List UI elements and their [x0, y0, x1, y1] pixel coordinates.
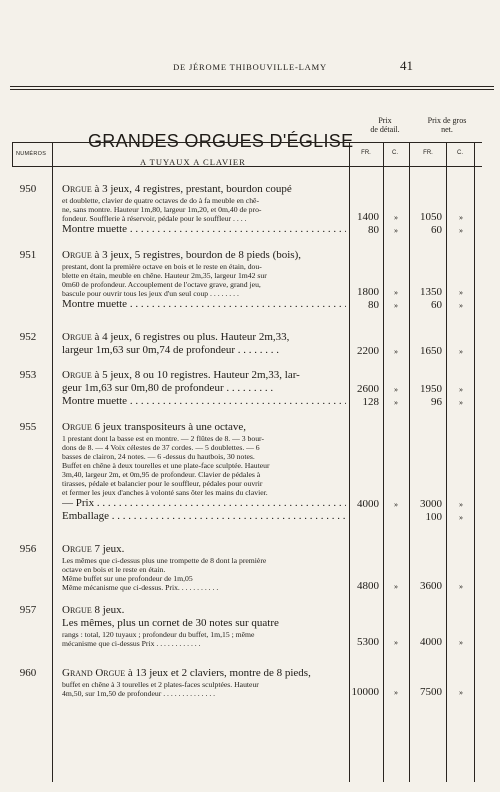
- entry-line: [62, 298, 346, 311]
- entry-description: [62, 249, 346, 311]
- price-gros-c: »: [459, 385, 463, 394]
- col-rule-right: [474, 142, 475, 782]
- running-head: DE JÉROME THIBOUVILLE-LAMY: [173, 62, 327, 72]
- entry-line: [62, 331, 346, 344]
- entry-description: [62, 369, 346, 408]
- price-gros-fr: 96: [431, 396, 442, 408]
- entry-line: [62, 556, 346, 565]
- entry-line-text: Emballage: [62, 510, 110, 522]
- entry-line: [62, 617, 346, 630]
- entry-type-label: Orgue: [62, 183, 92, 195]
- entry-line-text: 3m,40, largeur 2m, et 0m,95 de profondeur. Clavier de pédales à: [62, 470, 261, 479]
- price-detail-c: »: [394, 301, 398, 310]
- entry-line-text: Les mêmes, plus un cornet de 30 notes sur quatre: [62, 617, 279, 629]
- entry-number: 952: [19, 331, 37, 343]
- price-gros-heading: [412, 116, 482, 134]
- entry-description: [62, 543, 346, 592]
- entry-number: 957: [19, 604, 37, 616]
- header-rule-thin: [10, 89, 494, 90]
- price-gros-c: »: [459, 347, 463, 356]
- price-gros-c: »: [459, 513, 463, 522]
- entry-line-text: et doublette, clavier de quatre octaves de do à fa meuble en chê-: [62, 196, 260, 205]
- entry-line-text: à 4 jeux, 6 registres ou plus. Hauteur 2m,33,: [91, 331, 290, 343]
- price-detail-fr: 80: [368, 299, 379, 311]
- entry-line: [62, 604, 346, 617]
- entry-line: [62, 289, 346, 298]
- entry-line-text: 6 jeux transpositeurs à une octave,: [91, 421, 246, 433]
- entry-line: [62, 369, 346, 382]
- entry-line-text: à 3 jeux, 4 registres, prestant, bourdon coupé: [91, 183, 292, 195]
- entry-line-text: Les mêmes que ci-dessus plus une trompette de 8 dont la première: [62, 556, 267, 565]
- entry-line-text: et fermer les jeux d'anches à volonté sans ôter les mains du clavier.: [62, 488, 268, 497]
- entry-line: [62, 583, 346, 592]
- entry-line: [62, 395, 346, 408]
- entry-number: 953: [19, 369, 37, 381]
- col-rule-detail-c: [383, 142, 384, 782]
- entry-line: [62, 470, 346, 479]
- entry-line-text: Même mécanisme que ci-dessus. Prix. . . . . . . . . . .: [62, 583, 219, 592]
- entry-number: 960: [19, 667, 37, 679]
- entry-line-text: ne, sans montre. Hauteur 1m,80, largeur 1m,20, et 0m,40 de pro-: [62, 205, 262, 214]
- entry-line: [62, 183, 346, 196]
- price-detail-fr: 80: [368, 224, 379, 236]
- price-detail-c: »: [394, 288, 398, 297]
- entry-line: [62, 574, 346, 583]
- price-gros-fr: 60: [431, 299, 442, 311]
- price-detail-c: »: [394, 582, 398, 591]
- price-detail-fr: 10000: [351, 686, 379, 698]
- price-gros-fr: 3600: [420, 580, 442, 592]
- price-gros-fr: 1950: [420, 383, 442, 395]
- entry-line: [62, 205, 346, 214]
- table-head-rule: [12, 166, 482, 167]
- entry-line-text: prestant, dont la première octave en bois et le reste en étain, dou-: [62, 262, 262, 271]
- price-detail-c: »: [394, 347, 398, 356]
- header-rule: [10, 86, 494, 87]
- entry-description: [62, 604, 346, 648]
- entry-line-text: 0m60 de profondeur. Accouplement de l'octave grave, grand jeu,: [62, 280, 261, 289]
- price-gros-heading-text: Prix de gros net.: [427, 116, 467, 134]
- entry-number: 955: [19, 421, 37, 433]
- entry-line-text: buffet en chêne à 3 tourelles et 2 plates-faces sculptées. Hauteur: [62, 680, 259, 689]
- price-gros-fr: 100: [425, 511, 442, 523]
- entry-line-text: à 13 jeux et 2 claviers, montre de 8 pieds,: [125, 667, 311, 679]
- price-detail-fr: 2200: [357, 345, 379, 357]
- price-detail-fr: 4800: [357, 580, 379, 592]
- price-detail-fr: 5300: [357, 636, 379, 648]
- entry-type-label: Grand Orgue: [62, 667, 126, 679]
- entry-description: [62, 331, 346, 357]
- entry-line: [62, 214, 346, 223]
- entry-line-text: à 3 jeux, 5 registres, bourdon de 8 pieds (bois),: [91, 249, 301, 261]
- entry-line: [62, 630, 346, 639]
- numeros-column-label: NUMÉROS: [16, 151, 47, 157]
- price-gros-c: »: [459, 226, 463, 235]
- price-gros-c: »: [459, 288, 463, 297]
- entry-number: 951: [19, 249, 37, 261]
- entry-line-text: 4m,50, sur 1m,50 de profondeur . . . . . . . . . . . . . .: [62, 689, 216, 698]
- entry-line-text: blette en étain, meuble en chêne. Hauteur 2m,35, largeur 1m42 sur: [62, 271, 267, 280]
- entry-line-text: dons de 8. — 4 Voix célestes de 37 cordes. — 5 doublettes. — 6: [62, 443, 260, 452]
- entry-line-text: 1 prestant dont la basse est en montre. — 2 flûtes de 8. — 3 bour-: [62, 434, 265, 443]
- entry-line-text: bascule pour ouvrir tous les jeux d'un seul coup . . . . . . . .: [62, 289, 239, 298]
- entry-type-label: Orgue: [62, 421, 92, 433]
- entry-line: [62, 667, 346, 680]
- price-gros-fr: 3000: [420, 498, 442, 510]
- col-rule-gros-c: [446, 142, 447, 782]
- entry-line: [62, 434, 346, 443]
- entry-line: [62, 488, 346, 497]
- entry-line-text: Buffet en chêne à deux tourelles et une plate-face sculptée. Hauteur: [62, 461, 270, 470]
- entry-number: 956: [19, 543, 37, 555]
- price-detail-c: »: [394, 398, 398, 407]
- entry-line-text: fondeur. Soufflerie à réservoir, pédale pour le souffleur . . . .: [62, 214, 247, 223]
- table-top-rule: [12, 142, 482, 143]
- entry-line: [62, 344, 346, 357]
- entry-line-text: octave en bois et le reste en étain.: [62, 565, 166, 574]
- entry-line: [62, 421, 346, 434]
- entry-line: [62, 639, 346, 648]
- entry-type-label: Orgue: [62, 331, 92, 343]
- price-detail-heading-text: Prix de détail.: [370, 116, 400, 134]
- entry-line: [62, 249, 346, 262]
- price-gros-c: »: [459, 688, 463, 697]
- entry-line: [62, 461, 346, 470]
- entry-type-label: Orgue: [62, 369, 92, 381]
- price-detail-c: »: [394, 688, 398, 697]
- price-detail-c: »: [394, 638, 398, 647]
- entry-line: [62, 262, 346, 271]
- price-gros-fr: 60: [431, 224, 442, 236]
- entry-line-text: largeur 1m,63 sur 0m,74 de profondeur . . . . . . . .: [62, 344, 280, 356]
- entry-line-text: 7 jeux.: [91, 543, 125, 555]
- fr-gros-label: FR.: [423, 150, 433, 156]
- entry-line-text: 8 jeux.: [91, 604, 125, 616]
- entry-type-label: Orgue: [62, 249, 92, 261]
- entry-line-text: Montre muette: [62, 298, 128, 310]
- price-detail-fr: 4000: [357, 498, 379, 510]
- page-number: 41: [400, 58, 413, 73]
- entry-line: [62, 280, 346, 289]
- section-subtitle: A TUYAUX A CLAVIER: [140, 157, 246, 167]
- entry-line: [62, 452, 346, 461]
- entry-line-text: à 5 jeux, 8 ou 10 registres. Hauteur 2m,33, lar-: [91, 369, 300, 381]
- entry-line: [62, 196, 346, 205]
- price-detail-c: »: [394, 500, 398, 509]
- entry-line: [62, 510, 346, 523]
- price-detail-heading: [358, 116, 412, 134]
- price-detail-c: »: [394, 226, 398, 235]
- entry-line: [62, 565, 346, 574]
- price-gros-c: »: [459, 213, 463, 222]
- price-detail-fr: 1800: [357, 286, 379, 298]
- c-gros-label: C.: [457, 150, 463, 156]
- entry-type-label: Orgue: [62, 543, 92, 555]
- price-gros-c: »: [459, 500, 463, 509]
- entry-line-text: Montre muette: [62, 223, 128, 235]
- price-gros-fr: 1050: [420, 211, 442, 223]
- price-gros-fr: 4000: [420, 636, 442, 648]
- entry-line: [62, 543, 346, 556]
- entry-line-text: rangs : total, 120 tuyaux ; profondeur du buffet, 1m,15 ; même: [62, 630, 255, 639]
- price-detail-c: »: [394, 213, 398, 222]
- price-detail-c: »: [394, 385, 398, 394]
- entry-line-text: — Prix: [62, 497, 95, 509]
- price-gros-c: »: [459, 301, 463, 310]
- entry-line: [62, 271, 346, 280]
- col-rule-numeros: [52, 142, 53, 782]
- entry-line: [62, 497, 346, 510]
- fr-detail-label: FR.: [361, 150, 371, 156]
- entry-line: [62, 689, 346, 698]
- entry-line-text: tirasses, pédale et balancier pour le souffleur, pédales pour ouvrir: [62, 479, 263, 488]
- price-gros-fr: 1350: [420, 286, 442, 298]
- entry-line: [62, 382, 346, 395]
- entry-line: [62, 479, 346, 488]
- entry-description: [62, 421, 346, 523]
- price-detail-fr: 128: [362, 396, 379, 408]
- price-gros-fr: 7500: [420, 686, 442, 698]
- entry-number: 950: [19, 183, 37, 195]
- c-detail-label: C.: [392, 150, 398, 156]
- entry-description: [62, 183, 346, 236]
- section-title: GRANDES ORGUES D'ÉGLISE: [88, 131, 354, 151]
- entry-description: [62, 667, 346, 698]
- entry-line-text: Même buffet sur une profondeur de 1m,05: [62, 574, 193, 583]
- entry-line-text: mécanisme que ci-dessus Prix . . . . . . . . . . . .: [62, 639, 201, 648]
- price-detail-fr: 1400: [357, 211, 379, 223]
- entry-line-text: basses de clairon, 24 notes. — 6 -dessus du hautbois, 30 notes.: [62, 452, 255, 461]
- price-gros-c: »: [459, 582, 463, 591]
- price-gros-fr: 1650: [420, 345, 442, 357]
- price-gros-c: »: [459, 638, 463, 647]
- entry-line: [62, 223, 346, 236]
- entry-line-text: geur 1m,63 sur 0m,80 de profondeur . . . . . . . . .: [62, 382, 274, 394]
- entry-line-text: Montre muette: [62, 395, 128, 407]
- entry-type-label: Orgue: [62, 604, 92, 616]
- entry-line: [62, 680, 346, 689]
- price-detail-fr: 2600: [357, 383, 379, 395]
- price-gros-c: »: [459, 398, 463, 407]
- entry-line: [62, 443, 346, 452]
- col-rule-left: [12, 142, 13, 166]
